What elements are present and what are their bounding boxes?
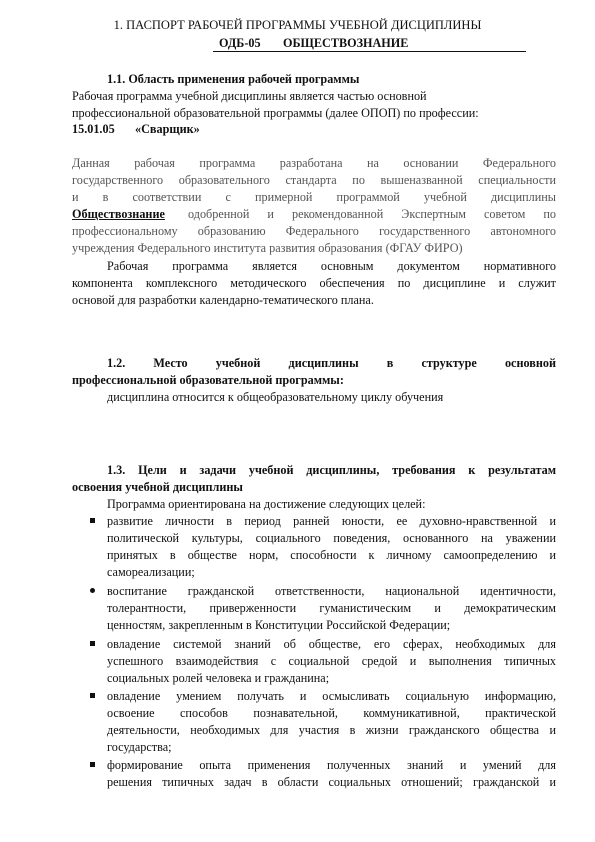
list-item-line: решения типичных задач в области социальных отношений; гражданской и xyxy=(107,775,556,789)
discipline-name: ОБЩЕСТВОЗНАНИЕ xyxy=(283,36,409,50)
s1-p2-line: одобренной и рекомендованной Экспертным советом по xyxy=(188,207,556,221)
list-item-line: принятых в обществе норм, способности к личному самоопределению и xyxy=(107,548,556,562)
list-item-line: формирование опыта применения полученных знаний и умений для xyxy=(107,758,556,772)
bullet-square xyxy=(90,641,95,646)
bullet-square xyxy=(90,762,95,767)
bullet-round xyxy=(90,588,95,593)
section-1-2-text: дисциплина относится к общеобразовательному циклу обучения xyxy=(107,390,444,404)
s1-p2-line: учреждения Федерального института развития образования (ФГАУ ФИРО) xyxy=(72,241,463,255)
list-item-line: овладение умением получать и осмысливать социальную информацию, xyxy=(107,689,556,703)
s1-p2-line: Данная рабочая программа разработана на основании Федерального xyxy=(72,156,556,170)
list-item-line: государства; xyxy=(107,740,172,754)
section-1-1-heading: 1.1. Область применения рабочей программы xyxy=(107,72,360,86)
list-item-line: воспитание гражданской ответственности, национальной идентичности, xyxy=(107,584,556,598)
bullet-square xyxy=(90,693,95,698)
list-item-line: деятельности, необходимых для участия в жизни гражданского общества и xyxy=(107,723,556,737)
s1-p1-line: Рабочая программа учебной дисциплины является частью основной xyxy=(72,89,427,103)
s1-p2-line: и в соответствии с примерной программой учебной дисциплины xyxy=(72,190,556,204)
discipline-code: ОДБ-05 xyxy=(219,36,261,50)
section-1-2-heading: 1.2. Место учебной дисциплины в структуре основной xyxy=(107,356,556,370)
list-item-line: толерантности, приверженности гуманистическим и демократическим xyxy=(107,601,556,615)
s1-p3-line: основой для разработки календарно-тематического плана. xyxy=(72,293,374,307)
s1-p2-subject: Обществознание xyxy=(72,207,165,221)
list-item-line: самореализации; xyxy=(107,565,195,579)
s1-p2-line: профессиональному образованию Федерального государственного автономного xyxy=(72,224,556,238)
profession-code: 15.01.05 xyxy=(72,122,115,136)
list-item-line: развитие личности в период ранней юности, ее духовно-нравственной и xyxy=(107,514,556,528)
bullet-square xyxy=(90,518,95,523)
section-1-2-heading: профессиональной образовательной программы: xyxy=(72,373,344,387)
list-item-line: политической культуры, социального поведения, основанного на уважении xyxy=(107,531,556,545)
list-item-line: социальных ролей человека и гражданина; xyxy=(107,671,330,685)
profession-name: «Сварщик» xyxy=(135,122,200,136)
list-item-line: успешного взаимодействия с социальной средой и выполнения типичных xyxy=(107,654,556,668)
page-title: 1. ПАСПОРТ РАБОЧЕЙ ПРОГРАММЫ УЧЕБНОЙ ДИСЦИПЛИНЫ xyxy=(113,18,482,32)
title-underline xyxy=(213,51,526,52)
s1-p1-line: профессиональной образовательной программы (далее ОПОП) по профессии: xyxy=(72,106,479,120)
s1-p2-line: государственного образовательного стандарта по вышеназванной специальности xyxy=(72,173,556,187)
list-item-line: овладение системой знаний об обществе, его сферах, необходимых для xyxy=(107,637,556,651)
section-1-3-heading: 1.3. Цели и задачи учебной дисциплины, требования к результатам xyxy=(107,463,556,477)
section-1-3-heading: освоения учебной дисциплины xyxy=(72,480,243,494)
s1-p3-line: Рабочая программа является основным документом нормативного xyxy=(107,259,556,273)
list-item-line: ценностям, закрепленным в Конституции Российской Федерации; xyxy=(107,618,451,632)
list-item-line: освоение способов познавательной, коммуникативной, практической xyxy=(107,706,556,720)
section-1-3-intro: Программа ориентирована на достижение следующих целей: xyxy=(107,497,426,511)
s1-p3-line: компонента комплексного методического обеспечения по дисциплине и служит xyxy=(72,276,556,290)
